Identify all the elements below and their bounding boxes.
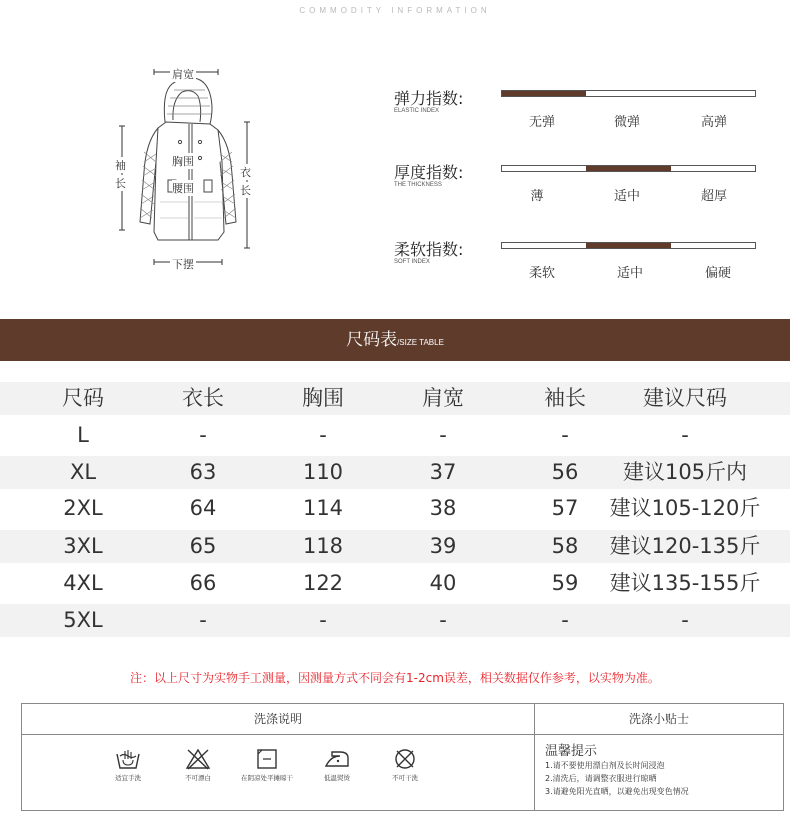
table-cell: 65 (189, 534, 217, 558)
thickness-index-title: 厚度指数: (394, 163, 464, 182)
care-item (365, 748, 445, 782)
softness-index-fill (586, 243, 670, 248)
table-cell: 118 (302, 534, 344, 558)
table-cell: 2XL (63, 496, 103, 520)
table-cell: 5XL (63, 608, 103, 632)
thickness-index-label: 超厚 (700, 189, 727, 204)
care-label: 不可漂白 (185, 774, 211, 782)
table-cell: 59 (551, 571, 579, 595)
care-item (158, 748, 238, 782)
table-cell: 建议105斤内 (622, 460, 748, 484)
length-label-2: 长 (240, 184, 251, 197)
tip-item: 3.请避免阳光直晒，以避免出现变色情况 (545, 787, 689, 796)
table-row (0, 456, 790, 489)
table-cell: L (77, 423, 89, 447)
thickness-index-label: 适中 (613, 189, 640, 204)
thickness-index-subtitle: THE THICKNESS (394, 182, 442, 188)
softness-index-bar (501, 242, 756, 249)
shoulder-label: 肩宽 (172, 68, 194, 81)
elastic-index-label: 高弹 (700, 115, 727, 130)
length-label-1: 衣 (240, 166, 251, 179)
table-header-row (0, 382, 790, 415)
commodity-info-caption: COMMODITY INFORMATION (299, 6, 491, 15)
no-bleach-icon (185, 748, 211, 770)
table-cell: 114 (302, 496, 344, 520)
tip-item: 1.请不要使用漂白剂及长时间浸泡 (545, 761, 665, 770)
table-cell: 122 (302, 571, 344, 595)
care-label: 在阴凉处平摊晾干 (241, 774, 293, 782)
hem-label: 下摆 (172, 258, 194, 271)
size-table-header (0, 319, 790, 361)
table-cell: 3XL (63, 534, 103, 558)
tip-item: 2.清洗后，请调整衣服进行晾晒 (545, 774, 657, 783)
thickness-index-bar (501, 165, 756, 172)
table-cell: 64 (189, 496, 217, 520)
table-cell: - (439, 608, 447, 632)
care-label: 不可干洗 (392, 774, 418, 782)
size-table-title: 尺码表 (346, 330, 398, 350)
no-dry-clean-icon (392, 748, 418, 770)
table-cell: - (199, 608, 207, 632)
washing-instructions-title: 洗涤说明 (22, 704, 534, 735)
column-header: 尺码 (62, 386, 104, 410)
table-row (0, 604, 790, 637)
table-cell: - (439, 423, 447, 447)
table-cell: 58 (551, 534, 579, 558)
table-cell: 40 (429, 571, 457, 595)
table-cell: - (319, 608, 327, 632)
care-item (88, 748, 168, 782)
table-cell: - (681, 423, 689, 447)
table-row (0, 419, 790, 452)
table-cell: - (561, 608, 569, 632)
shade-dry-icon (254, 748, 280, 770)
care-label: 适宜手洗 (115, 774, 141, 782)
table-row (0, 492, 790, 525)
table-row (0, 530, 790, 563)
table-cell: 39 (429, 534, 457, 558)
column-header: 建议尺码 (643, 386, 727, 410)
care-item (227, 748, 307, 782)
softness-index-title: 柔软指数: (394, 240, 464, 259)
table-row (0, 567, 790, 600)
table-cell: XL (69, 460, 97, 484)
table-cell: - (681, 608, 689, 632)
elastic-index-label: 无弹 (528, 115, 555, 130)
low-iron-icon (323, 748, 351, 770)
waist-label: 腰围 (172, 182, 194, 195)
size-table-title-en: /SIZE TABLE (397, 338, 444, 347)
softness-index-subtitle: SOFT INDEX (394, 259, 430, 265)
sleeve-label-2: 长 (115, 177, 126, 190)
care-divider (534, 704, 535, 810)
table-cell: 56 (551, 460, 579, 484)
hand-wash-icon (115, 748, 141, 770)
table-cell: - (561, 423, 569, 447)
elastic-index-label: 微弹 (613, 115, 640, 130)
column-header: 胸围 (302, 386, 344, 410)
softness-index-label: 柔软 (528, 266, 555, 281)
table-cell: 66 (189, 571, 217, 595)
softness-index-label: 偏硬 (704, 266, 731, 281)
table-cell: 110 (302, 460, 344, 484)
softness-index-label: 适中 (616, 266, 643, 281)
elastic-index-fill (502, 91, 586, 96)
elastic-index-bar (501, 90, 756, 97)
thickness-index-fill (586, 166, 670, 171)
measurement-note: 注：以上尺寸为实物手工测量，因测量方式不同会有1-2cm误差，相关数据仅作参考，以实物为准。 (130, 671, 660, 685)
table-cell: 38 (429, 496, 457, 520)
care-label: 低温熨烫 (324, 774, 350, 782)
column-header: 袖长 (544, 386, 586, 410)
tips-heading: 温馨提示 (545, 744, 598, 759)
table-cell: - (319, 423, 327, 447)
chest-label: 胸围 (172, 155, 194, 168)
table-cell: 建议135-155斤 (609, 571, 761, 595)
column-header: 肩宽 (422, 386, 464, 410)
table-cell: 63 (189, 460, 217, 484)
table-cell: 建议105-120斤 (609, 496, 761, 520)
care-instructions-box (21, 703, 784, 811)
table-cell: 57 (551, 496, 579, 520)
table-cell: 37 (429, 460, 457, 484)
column-header: 衣长 (182, 386, 224, 410)
table-cell: 建议120-135斤 (609, 534, 761, 558)
sleeve-label-1: 袖 (115, 159, 126, 172)
table-cell: - (199, 423, 207, 447)
thickness-index-label: 薄 (530, 189, 544, 204)
washing-tips-title: 洗涤小贴士 (535, 704, 783, 735)
elastic-index-subtitle: ELASTIC INDEX (394, 108, 440, 114)
table-cell: 4XL (63, 571, 103, 595)
elastic-index-title: 弹力指数: (394, 89, 464, 108)
